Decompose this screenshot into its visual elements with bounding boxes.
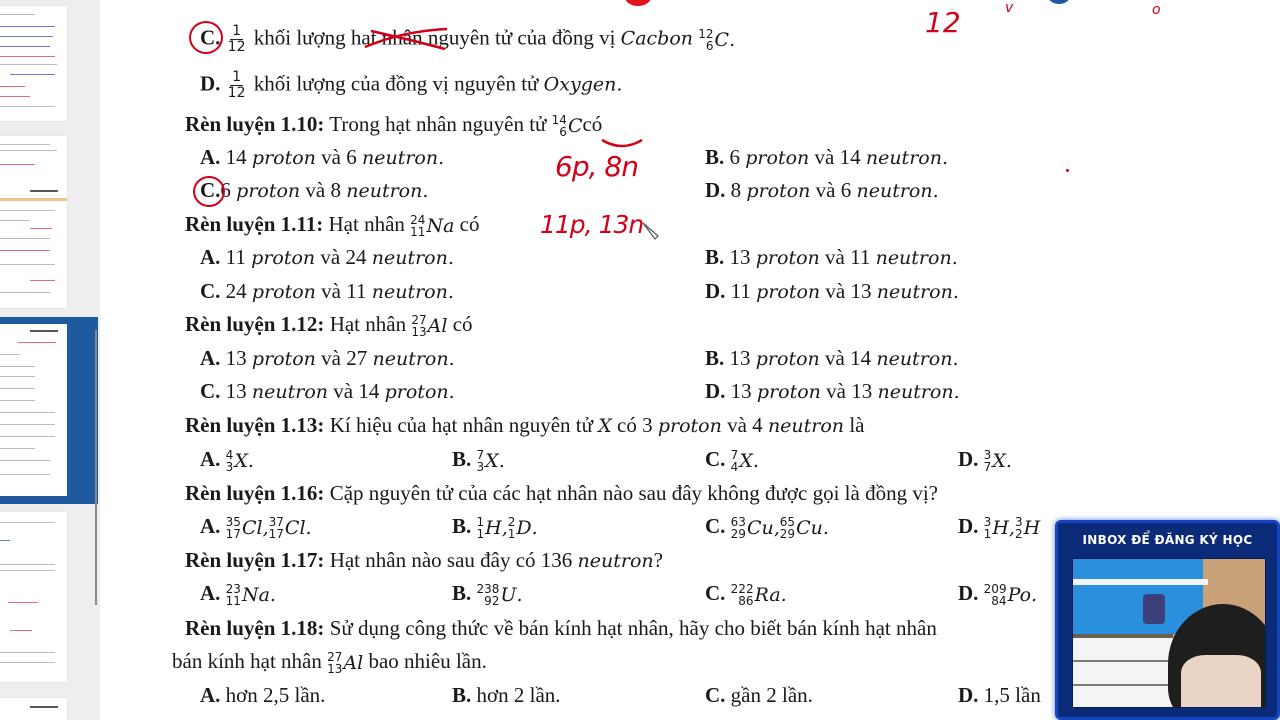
nuclide-c12: 12 6 C . xyxy=(698,26,736,53)
toy-figure xyxy=(1143,594,1165,624)
option-1-17-d: D. 209 84 Po . xyxy=(958,581,1038,609)
option-1-12-b: B. 13 proton và 14 neutron. xyxy=(705,346,959,370)
option-1-10-b: B. 6 proton và 14 neutron. xyxy=(705,145,949,169)
question-1-18-line-2: bán kính hạt nhân 27 13 Al bao nhiêu lần. xyxy=(172,649,487,677)
option-1-16-b: B. 1 1 H , 2 1 D . xyxy=(452,514,538,542)
nuclide-al27: 27 13 Al xyxy=(327,650,364,677)
option-1-10-c: C.6 proton và 8 neutron. xyxy=(200,178,429,202)
option-1-18-b: B. hơn 2 lần. xyxy=(452,683,561,707)
question-1-10: Rèn luyện 1.10: Trong hạt nhân nguyên tử 14 6 C có xyxy=(185,112,603,140)
answer-circle-1-10-c xyxy=(193,176,225,207)
answer-circle-prev-c xyxy=(189,21,223,54)
red-ink-dot xyxy=(625,0,651,6)
strikethrough-mark xyxy=(363,25,449,53)
option-1-18-a: A. hơn 2,5 lần. xyxy=(200,683,326,707)
question-title: Rèn luyện 1.13: xyxy=(185,413,325,437)
page-thumbnail-5[interactable] xyxy=(0,698,67,720)
handwritten-note-q111: 11p, 13n xyxy=(540,210,644,239)
option-1-12-a: A. 13 proton và 27 neutron. xyxy=(200,346,455,370)
fraction: $\frac{1}{12}$ xyxy=(227,23,246,55)
option-1-17-c: C. 222 86 Ra . xyxy=(705,581,787,609)
option-1-13-d: D. 3 7 X . xyxy=(958,447,1012,475)
blue-ink-dot xyxy=(1048,0,1070,4)
option-1-12-c: C. 13 neutron và 14 proton. xyxy=(200,379,455,403)
page-thumbnail-3-active[interactable] xyxy=(0,324,67,496)
option-prev-c: C. $\frac{1}{12}$ khối lượng hạt nhân nguyên tử của đồng vị Cacbon 12 6 C . xyxy=(200,23,736,55)
option-1-18-c: C. gần 2 lần. xyxy=(705,683,813,707)
option-1-12-d: D. 13 proton và 13 neutron. xyxy=(705,379,960,403)
option-1-18-d: D. 1,5 lần xyxy=(958,683,1041,707)
nuclide-na24: 24 11 Na xyxy=(410,213,455,240)
question-title: Rèn luyện 1.10: xyxy=(185,112,325,136)
option-label: D. xyxy=(200,71,221,96)
option-1-11-d: D. 11 proton và 13 neutron. xyxy=(705,279,959,303)
question-1-18: Rèn luyện 1.18: Sử dụng công thức về bán kính hạt nhân, hãy cho biết bán kính hạt nhân xyxy=(185,616,937,640)
page-thumbnail-4[interactable] xyxy=(0,512,67,682)
sidebar-scrollbar[interactable] xyxy=(95,330,97,605)
webcam-banner-text: INBOX ĐỂ ĐĂNG KÝ HỌC xyxy=(1082,533,1253,547)
question-title: Rèn luyện 1.16: xyxy=(185,481,325,505)
page-thumbnail-2[interactable] xyxy=(0,136,67,308)
option-1-10-a: A. 14 proton và 6 neutron. xyxy=(200,145,445,169)
option-1-13-a: A. 4 3 X . xyxy=(200,447,254,475)
question-title: Rèn luyện 1.17: xyxy=(185,548,325,572)
nuclide-al27: 27 13 Al xyxy=(411,313,448,340)
option-1-10-d: D. 8 proton và 6 neutron. xyxy=(705,178,939,202)
option-1-13-b: B. 7 3 X . xyxy=(452,447,505,475)
ink-mark: v xyxy=(1005,0,1014,16)
question-1-16: Rèn luyện 1.16: Cặp nguyên tử của các hạt nhân nào sau đây không được gọi là đồng vị? xyxy=(185,481,938,505)
option-1-17-a: A. 23 11 Na . xyxy=(200,581,276,609)
handwritten-note-q110: 6p, 8n xyxy=(555,150,638,183)
option-label: C. xyxy=(200,25,221,50)
question-title: Rèn luyện 1.18: xyxy=(185,616,325,640)
question-title: Rèn luyện 1.12: xyxy=(185,312,325,336)
question-1-11: Rèn luyện 1.11: Hạt nhân 24 11 Na có xyxy=(185,212,480,240)
option-1-11-b: B. 13 proton và 11 neutron. xyxy=(705,245,958,269)
option-1-16-c: C. 63 29 Cu , 65 29 Cu . xyxy=(705,514,829,542)
option-prev-d: D. $\frac{1}{12}$ khối lượng của đồng vị nguyên tử Oxygen. xyxy=(200,69,623,101)
webcam-video xyxy=(1072,558,1266,708)
fraction: $\frac{1}{12}$ xyxy=(227,69,246,101)
page-thumbnail-1[interactable] xyxy=(0,6,67,121)
webcam-overlay xyxy=(1055,520,1280,720)
option-1-16-d: D. 3 1 H , 3 2 H xyxy=(958,514,1041,542)
handwritten-note-top: 12 xyxy=(925,6,961,39)
page-thumbnail-sidebar xyxy=(0,0,100,720)
option-1-16-a: A. 35 17 Cl , 37 17 Cl . xyxy=(200,514,312,542)
nuclide-c14: 14 6 C xyxy=(551,113,583,140)
question-1-17: Rèn luyện 1.17: Hạt nhân nào sau đây có 136 neutron? xyxy=(185,548,663,572)
option-1-13-c: C. 7 4 X . xyxy=(705,447,759,475)
pen-cursor-icon xyxy=(640,220,662,242)
option-1-11-a: A. 11 proton và 24 neutron. xyxy=(200,245,454,269)
question-1-13: Rèn luyện 1.13: Kí hiệu của hạt nhân nguyên tử X có 3 proton và 4 neutron là xyxy=(185,413,865,437)
question-1-12: Rèn luyện 1.12: Hạt nhân 27 13 Al có xyxy=(185,312,473,340)
ink-mark: o xyxy=(1152,2,1161,18)
question-title: Rèn luyện 1.11: xyxy=(185,212,324,236)
option-1-17-b: B. 238 92 U . xyxy=(452,581,523,609)
ink-dot xyxy=(1066,169,1069,172)
option-1-11-c: C. 24 proton và 11 neutron. xyxy=(200,279,454,303)
struck-text: hạt nhân xyxy=(350,25,423,50)
